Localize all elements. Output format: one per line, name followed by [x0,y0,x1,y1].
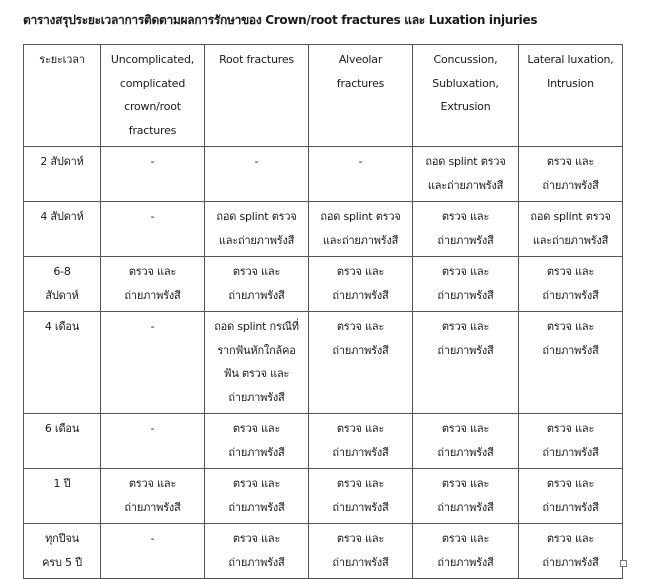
cell-text-line: ตรวจ และ [441,210,490,223]
cell-text-line: ตรวจ และ [336,320,385,333]
cell-text-line: ถ่ายภาพรังสี [437,445,494,459]
table-row [24,147,623,202]
cell-text-line: ถ่ายภาพรังสี [437,343,494,357]
cell-text-line: ถ่ายภาพรังสี [332,555,389,569]
cell-text-line: - [254,155,259,168]
cell-text-line: crown/root [124,100,181,113]
cell-text-line: Concussion, [433,53,498,66]
cell-text-line: 6 เดือน [44,422,80,435]
cell-text-line: ตรวจ และ [546,265,595,278]
cell-text-line: ตรวจ และ [441,265,490,278]
table-cell [205,147,309,202]
table-cell [309,257,413,312]
cell-text-line: ถ่ายภาพรังสี [332,445,389,459]
table-cell [413,202,519,257]
period-cell [24,202,101,257]
cell-text-line: และถ่ายภาพรังสี [427,178,504,192]
period-cell [24,147,101,202]
table-cell [101,524,205,579]
cell-text-line: สัปดาห์ [45,288,79,302]
cell-text-line: Extrusion [440,100,491,113]
cell-text-line: ถอด splint กรณีที่ [214,320,299,333]
cell-text-line: fractures [128,123,177,137]
table-cell [205,257,309,312]
cell-text-line: และถ่ายภาพรังสี [532,233,609,247]
header-concussion-subluxation-extrusion [413,45,519,147]
table-cell [413,257,519,312]
table-cell [519,414,623,469]
follow-up-schedule-table [23,44,623,579]
cell-text-line: ทุกปีจน [45,532,79,545]
cell-text-line: ถ่ายภาพรังสี [437,555,494,569]
table-cell [413,147,519,202]
period-cell [24,312,101,414]
cell-text-line: ถ่ายภาพรังสี [542,288,599,302]
table-row [24,524,623,579]
cell-text-line: ถ่ายภาพรังสี [542,500,599,514]
cell-text-line: ถ่ายภาพรังสี [437,233,494,247]
table-cell [101,414,205,469]
cell-text-line: ถ่ายภาพรังสี [542,178,599,192]
cell-text-line: - [150,155,155,168]
table-cell [309,147,413,202]
table-cell [413,414,519,469]
cell-text-line: ถ่ายภาพรังสี [332,288,389,302]
cell-text-line: ครบ 5 ปี [42,555,82,569]
period-cell [24,257,101,312]
cell-text-line: ตรวจ และ [128,477,177,490]
cell-text-line: Root fractures [219,53,294,66]
cell-text-line: ตรวจ และ [232,265,281,278]
table-body [24,147,623,579]
table-row [24,257,623,312]
cell-text-line: ถ่ายภาพรังสี [542,445,599,459]
header-alveolar-fractures [309,45,413,147]
cell-text-line: Subluxation, [432,76,499,90]
cell-text-line: - [358,155,363,168]
table-cell [309,312,413,414]
cell-text-line: 2 สัปดาห์ [40,155,84,168]
table-cell [519,524,623,579]
cell-text-line: ตรวจ และ [441,422,490,435]
cell-text-line: ตรวจ และ [336,532,385,545]
table-cell [309,414,413,469]
document-title: ตารางสรุประยะเวลาการติดตามผลการรักษาของ Crown/root fractures และ Luxation injuries [23,13,538,27]
cell-text-line: - [150,422,155,435]
cell-text-line: Lateral luxation, [527,53,614,66]
period-cell [24,524,101,579]
cell-text-line: ถอด splint ตรวจ [320,210,401,223]
cell-text-line: ถอด splint ตรวจ [425,155,506,168]
header-root-fractures [205,45,309,147]
cell-text-line: ตรวจ และ [336,265,385,278]
cell-text-line: ถ่ายภาพรังสี [228,555,285,569]
cell-text-line: - [150,210,155,223]
cell-text-line: ตรวจ และ [546,532,595,545]
table-row [24,312,623,414]
cell-text-line: - [150,320,155,333]
cell-text-line: รากฟันหักใกล้คอ [217,343,296,357]
cell-text-line: ถ่ายภาพรังสี [437,500,494,514]
cell-text-line: Uncomplicated, [110,53,195,66]
cell-text-line: ถ่ายภาพรังสี [124,288,181,302]
header-lateral-luxation-intrusion [519,45,623,147]
cell-text-line: fractures [336,76,385,90]
table-cell [413,312,519,414]
period-cell [24,469,101,524]
cell-text-line: 4 สัปดาห์ [40,210,84,223]
table-cell [101,312,205,414]
table-row [24,202,623,257]
cell-text-line: ถ่ายภาพรังสี [332,500,389,514]
header-period [24,45,101,147]
cell-text-line: ตรวจ และ [336,477,385,490]
cell-text-line: ตรวจ และ [232,422,281,435]
table-cell [309,524,413,579]
cell-text-line: ถ่ายภาพรังสี [228,500,285,514]
cell-text-line: และถ่ายภาพรังสี [218,233,295,247]
cell-text-line: 1 ปี [53,477,71,490]
table-resize-handle[interactable] [620,560,627,567]
table-cell [205,469,309,524]
cell-text-line: ตรวจ และ [441,532,490,545]
table-cell [519,312,623,414]
period-cell [24,414,101,469]
table-cell [519,147,623,202]
table-cell [205,524,309,579]
cell-text-line: ถ่ายภาพรังสี [124,500,181,514]
table-row [24,469,623,524]
cell-text-line: 6-8 [53,265,71,278]
cell-text-line: complicated [119,76,186,90]
cell-text-line: ตรวจ และ [546,422,595,435]
table-cell [413,524,519,579]
cell-text-line: และถ่ายภาพรังสี [322,233,399,247]
cell-text-line: ตรวจ และ [232,532,281,545]
cell-text-line: ฟัน ตรวจ และ [223,367,290,380]
cell-text-line: ตรวจ และ [441,477,490,490]
cell-text-line: ถ่ายภาพรังสี [228,288,285,302]
cell-text-line: ระยะเวลา [39,53,85,66]
cell-text-line: ถอด splint ตรวจ [216,210,297,223]
table-cell [205,202,309,257]
table-header-row [24,45,623,147]
table-cell [205,312,309,414]
table-cell [519,202,623,257]
cell-text-line: Alveolar [338,53,383,66]
cell-text-line: ถ่ายภาพรังสี [228,445,285,459]
cell-text-line: 4 เดือน [44,320,80,333]
table-cell [519,469,623,524]
cell-text-line: ถ่ายภาพรังสี [437,288,494,302]
table-cell [101,147,205,202]
cell-text-line: ตรวจ และ [546,320,595,333]
table-cell [413,469,519,524]
cell-text-line: - [150,532,155,545]
table-cell [309,202,413,257]
cell-text-line: ตรวจ และ [546,477,595,490]
table-cell [519,257,623,312]
header-crown-root-fractures [101,45,205,147]
cell-text-line: ตรวจ และ [128,265,177,278]
cell-text-line: ตรวจ และ [232,477,281,490]
table-cell [101,469,205,524]
cell-text-line: ถ่ายภาพรังสี [228,390,285,404]
cell-text-line: ตรวจ และ [441,320,490,333]
table-row [24,414,623,469]
cell-text-line: ถ่ายภาพรังสี [542,555,599,569]
cell-text-line: ตรวจ และ [336,422,385,435]
cell-text-line: Intrusion [547,76,594,90]
cell-text-line: ถ่ายภาพรังสี [332,343,389,357]
cell-text-line: ถอด splint ตรวจ [530,210,611,223]
table-cell [101,202,205,257]
cell-text-line: ถ่ายภาพรังสี [542,343,599,357]
cell-text-line: ตรวจ และ [546,155,595,168]
table-cell [101,257,205,312]
table-cell [309,469,413,524]
table-cell [205,414,309,469]
